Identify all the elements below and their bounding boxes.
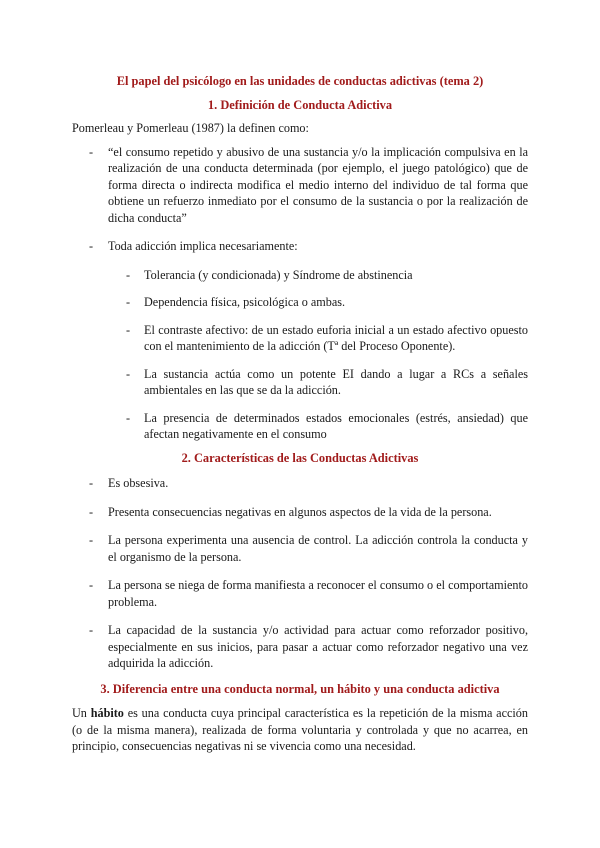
list-item: - El contraste afectivo: de un estado euforia inicial a un estado afectivo opuesto con el mantenimiento de la adicción (Tª del Proceso Oponente). — [72, 322, 528, 355]
section-2-list — [72, 475, 528, 672]
list-item: - Es obsesiva. — [72, 475, 528, 492]
adiccion-sublist — [72, 267, 528, 443]
para-rest: es una conducta cuya principal característica es la repetición de la misma acción (o de la misma manera), realizada de forma voluntaria y controlada y que no acarrea, en principio, consecuencias negativas ni se vivencia como una necesidad. — [72, 706, 528, 753]
adiccion-lead: - Toda adicción implica necesariamente: — [72, 238, 528, 255]
document-title: El papel del psicólogo en las unidades de conductas adictivas (tema 2) — [116, 74, 484, 88]
habito-term: hábito — [90, 706, 124, 720]
list-item: - La capacidad de la sustancia y/o actividad para actuar como reforzador positivo, especialmente en sus inicios, para pasar a actuar como reforzador negativo una vez adquirida la adicción. — [72, 622, 528, 672]
list-item: - Dependencia física, psicológica o ambas. — [72, 294, 528, 311]
list-item: - La sustancia actúa como un potente EI dando a lugar a RCs a señales ambientales en las que se da la adicción. — [72, 366, 528, 399]
list-item: - La persona experimenta una ausencia de control. La adicción controla la conducta y el organismo de la persona. — [72, 532, 528, 565]
para-prefix: Un — [72, 706, 91, 720]
list-item: - Presenta consecuencias negativas en algunos aspectos de la vida de la persona. — [72, 504, 528, 521]
section-3-heading: 3. Diferencia entre una conducta normal, un hábito y una conducta adictiva — [100, 681, 500, 696]
list-item: - La presencia de determinados estados emocionales (estrés, ansiedad) que afectan negativamente en el consumo — [72, 410, 528, 443]
section-1-intro: Pomerleau y Pomerleau (1987) la definen como: — [72, 121, 309, 135]
section-1-heading: 1. Definición de Conducta Adictiva — [207, 97, 393, 112]
section-3-paragraph — [72, 705, 528, 755]
section-1-list — [72, 144, 528, 255]
section-2-heading: 2. Características de las Conductas Adictivas — [181, 450, 419, 465]
definition-quote: - “el consumo repetido y abusivo de una sustancia y/o la implicación compulsiva en la realización de una conducta determinada (por ejemplo, el juego patológico) que de forma directa o indirecta modifica el medio interno del individuo de tal forma que obtiene un refuerzo inmediato por el consumo de la sustancia o por la realización de dicha conducta” — [72, 144, 528, 227]
document-page — [72, 66, 528, 755]
list-item: - La persona se niega de forma manifiesta a reconocer el consumo o el comportamiento problema. — [72, 577, 528, 610]
list-item: - Tolerancia (y condicionada) y Síndrome de abstinencia — [72, 267, 528, 284]
